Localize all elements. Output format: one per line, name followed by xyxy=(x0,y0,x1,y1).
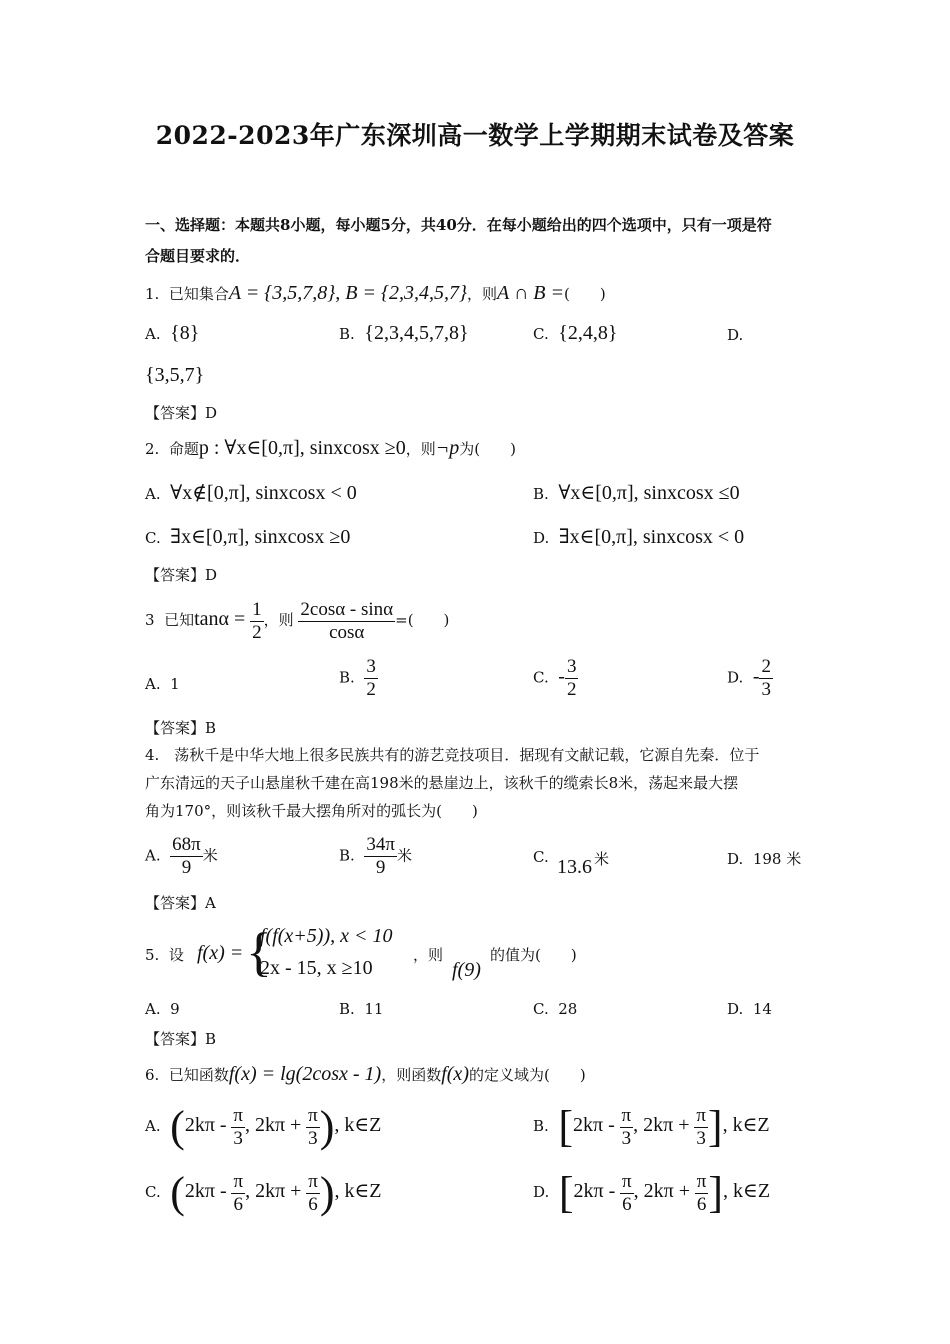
question-2: 2. 命题p : ∀x∈[0,π], sinxcosx ≥0，则¬p为( ) xyxy=(145,437,516,459)
q6-option-b: B. [2kπ - $\frac{\pi}{3}$ , 2kπ + $\frac{\pi}{3}$ ], k∈Z xyxy=(533,1102,770,1151)
section-heading-line1: 一、选择题：本题共8小题，每小题5分，共40分．在每小题给出的四个选项中，只有一项是符 xyxy=(145,216,772,234)
q5-case1: f(f(x+5)), x < 10 xyxy=(260,925,393,947)
q6-option-a: A. (2kπ - $\frac{\pi}{3}$ , 2kπ + $\frac{\pi}{3}$ ), k∈Z xyxy=(145,1102,382,1151)
q4-option-c-unit: 米 xyxy=(594,850,610,868)
q4-option-d: D. 198 米 xyxy=(727,850,802,868)
q5-option-d: D. 14 xyxy=(727,1000,772,1018)
q5-number: 5. 设 xyxy=(145,946,184,964)
q2-option-c: C. ∃x∈[0,π], sinxcosx ≥0 xyxy=(145,526,351,548)
q2-option-b: B. ∀x∈[0,π], sinxcosx ≤0 xyxy=(533,482,740,504)
q4-option-b: B. $\frac{34\pi}{9}$ 米 xyxy=(339,834,412,878)
q3-option-a: A. 1 xyxy=(145,675,180,693)
q5-fx: f(x) = xyxy=(197,942,244,964)
q3-answer: 【答案】B xyxy=(145,719,217,737)
page-title: 2022-2023年广东深圳高一数学上学期期末试卷及答案 xyxy=(155,121,795,150)
q1-option-a: A. {8} xyxy=(145,322,200,344)
question-1: 1. 已知集合A = {3,5,7,8}, B = {2,3,4,5,7}，则A ∩ B =( ) xyxy=(145,282,606,304)
q3-option-d: D. - $\frac{2}{3}$ xyxy=(727,656,771,700)
section-heading-line2: 合题目要求的． xyxy=(145,247,251,265)
q5-option-b: B. 11 xyxy=(339,1000,384,1018)
q3-expr-fraction: $\frac{2\cos\alpha - \sin\alpha}{\cos\alpha}$ xyxy=(300,598,394,643)
question-6: 6. 已知函数f(x) = lg(2cosx - 1)，则函数f(x)的定义域为( ) xyxy=(145,1063,586,1085)
q6-option-d: D. [2kπ - $\frac{\pi}{6}$ , 2kπ + $\frac{\pi}{6}$ ], k∈Z xyxy=(533,1168,771,1217)
q5-tail: ，则 xyxy=(413,946,444,964)
q5-brace: { xyxy=(246,922,272,982)
question-3: 3 已知tanα = $\frac{1}{2}$ ，则 $\frac{2\cos\alpha - \sin\alpha}{\cos\alpha}$ =( ) xyxy=(145,598,450,643)
q2-option-d: D. ∃x∈[0,π], sinxcosx < 0 xyxy=(533,526,745,548)
q5-option-a: A. 9 xyxy=(145,1000,180,1018)
q3-option-c: C. - $\frac{3}{2}$ xyxy=(533,656,577,700)
q4-answer: 【答案】A xyxy=(145,894,216,912)
q4-text-line3: 角为170°，则该秋千最大摆角所对的弧长为( ) xyxy=(145,802,478,820)
q6-option-c: C. (2kπ - $\frac{\pi}{6}$ , 2kπ + $\frac{\pi}{6}$ ), k∈Z xyxy=(145,1168,382,1217)
q1-option-d-label: D. xyxy=(727,326,744,344)
q4-text-line2: 广东清远的天子山悬崖秋千建在高198米的悬崖边上，该秋千的缆索长8米，荡起来最大摆 xyxy=(145,774,739,792)
q4-option-c-value: 13.6 xyxy=(557,856,592,878)
q3-option-b: B. $\frac{3}{2}$ xyxy=(339,656,376,700)
q5-answer: 【答案】B xyxy=(145,1030,217,1048)
q5-option-c: C. 28 xyxy=(533,1000,578,1018)
q1-answer: 【答案】D xyxy=(145,404,218,422)
q4-option-c: C. xyxy=(533,848,549,866)
q4-text-line1: 4. 荡秋千是中华大地上很多民族共有的游艺竞技项目．据现有文献记载，它源自先秦．位于 xyxy=(145,746,760,764)
q5-f9: f(9) xyxy=(452,959,481,981)
q1-option-d: {3,5,7} xyxy=(145,364,205,386)
q2-option-a: A. ∀x∉[0,π], sinxcosx < 0 xyxy=(145,482,357,504)
q1-option-b: B. {2,3,4,5,7,8} xyxy=(339,322,469,344)
q2-answer: 【答案】D xyxy=(145,566,218,584)
q5-tail2: 的值为( ) xyxy=(490,946,577,964)
q4-option-a: A. $\frac{68\pi}{9}$ 米 xyxy=(145,834,218,878)
q3-tan-fraction: $\frac{1}{2}$ xyxy=(252,598,262,643)
q1-option-c: C. {2,4,8} xyxy=(533,322,618,344)
q5-case2: 2x - 15, x ≥10 xyxy=(260,957,373,979)
